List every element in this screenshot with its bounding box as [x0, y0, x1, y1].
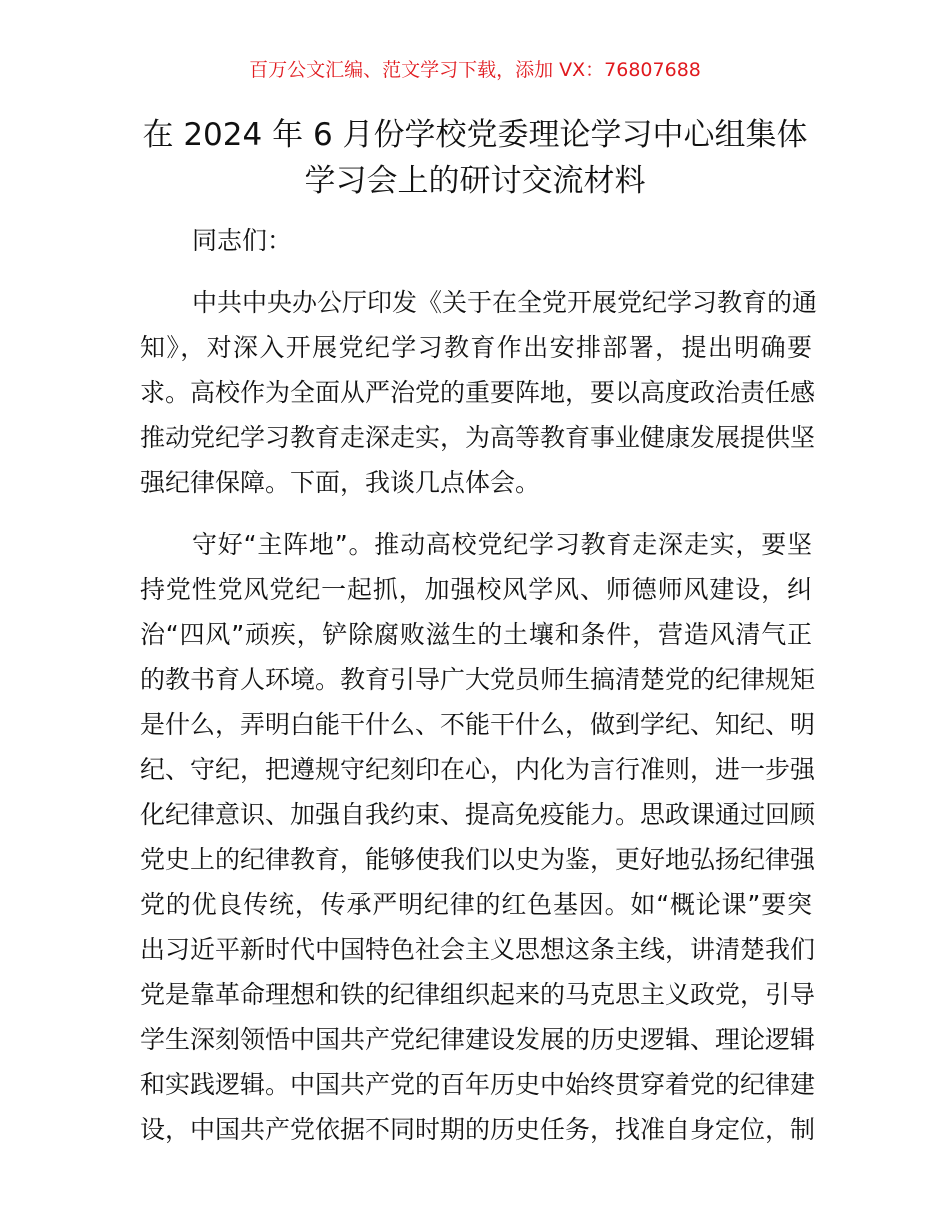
- text-line: 党史上的纪律教育，能够使我们以史为鉴，更好地弘扬纪律强: [140, 845, 816, 874]
- text-line: 求。高校作为全面从严治党的重要阵地，要以高度政治责任感: [140, 378, 816, 407]
- text-line: 学生深刻领悟中国共产党纪律建设发展的历史逻辑、理论逻辑: [140, 1025, 816, 1054]
- text-line: 推动党纪学习教育走深走实，为高等教育事业健康发展提供坚: [140, 423, 816, 452]
- text-line: 是什么，弄明白能干什么、不能干什么，做到学纪、知纪、明: [140, 710, 816, 739]
- salutation-text: 同志们：: [192, 226, 293, 255]
- paragraph-main-front: [140, 522, 816, 1152]
- document-body: [140, 218, 818, 1169]
- promo-header: 百万公文汇编、范文学习下载，添加 VX：76807688: [249, 59, 701, 81]
- text-line: 纪、守纪，把遵规守纪刻印在心，内化为言行准则，进一步强: [140, 755, 816, 784]
- text-line: 知》，对深入开展党纪学习教育作出安排部署，提出明确要: [140, 333, 812, 362]
- text-line: 出习近平新时代中国特色社会主义思想这条主线，讲清楚我们: [140, 935, 816, 964]
- text-line: 的教书育人环境。教育引导广大党员师生搞清楚党的纪律规矩: [140, 665, 816, 694]
- text-line: 持党性党风党纪一起抓，加强校风学风、师德师风建设，纠: [140, 575, 812, 604]
- text-line: 党的优良传统，传承严明纪律的红色基因。如“概论课”要突: [140, 890, 812, 919]
- paragraph-intro: [140, 280, 818, 505]
- text-line: 化纪律意识、加强自我约束、提高免疫能力。思政课通过回顾: [140, 800, 816, 829]
- title-line: 在 2024 年 6 月份学校党委理论学习中心组集体: [142, 117, 808, 153]
- salutation: [140, 218, 812, 263]
- text-line: 中共中央办公厅印发《关于在全党开展党纪学习教育的通: [192, 288, 818, 317]
- text-line: 治“四风”顽疾，铲除腐败滋生的土壤和条件，营造风清气正: [140, 620, 812, 649]
- text-line: 强纪律保障。下面，我谈几点体会。: [140, 468, 541, 497]
- text-line: 守好“主阵地”。推动高校党纪学习教育走深走实，要坚: [192, 530, 812, 559]
- text-line: 和实践逻辑。中国共产党的百年历史中始终贯穿着党的纪律建: [140, 1070, 816, 1099]
- title-line: 学习会上的研讨交流材料: [304, 163, 646, 199]
- document-title: [120, 112, 830, 204]
- text-line: 党是靠革命理想和铁的纪律组织起来的马克思主义政党，引导: [140, 980, 816, 1009]
- text-line: 设，中国共产党依据不同时期的历史任务，找准自身定位，制: [140, 1115, 816, 1144]
